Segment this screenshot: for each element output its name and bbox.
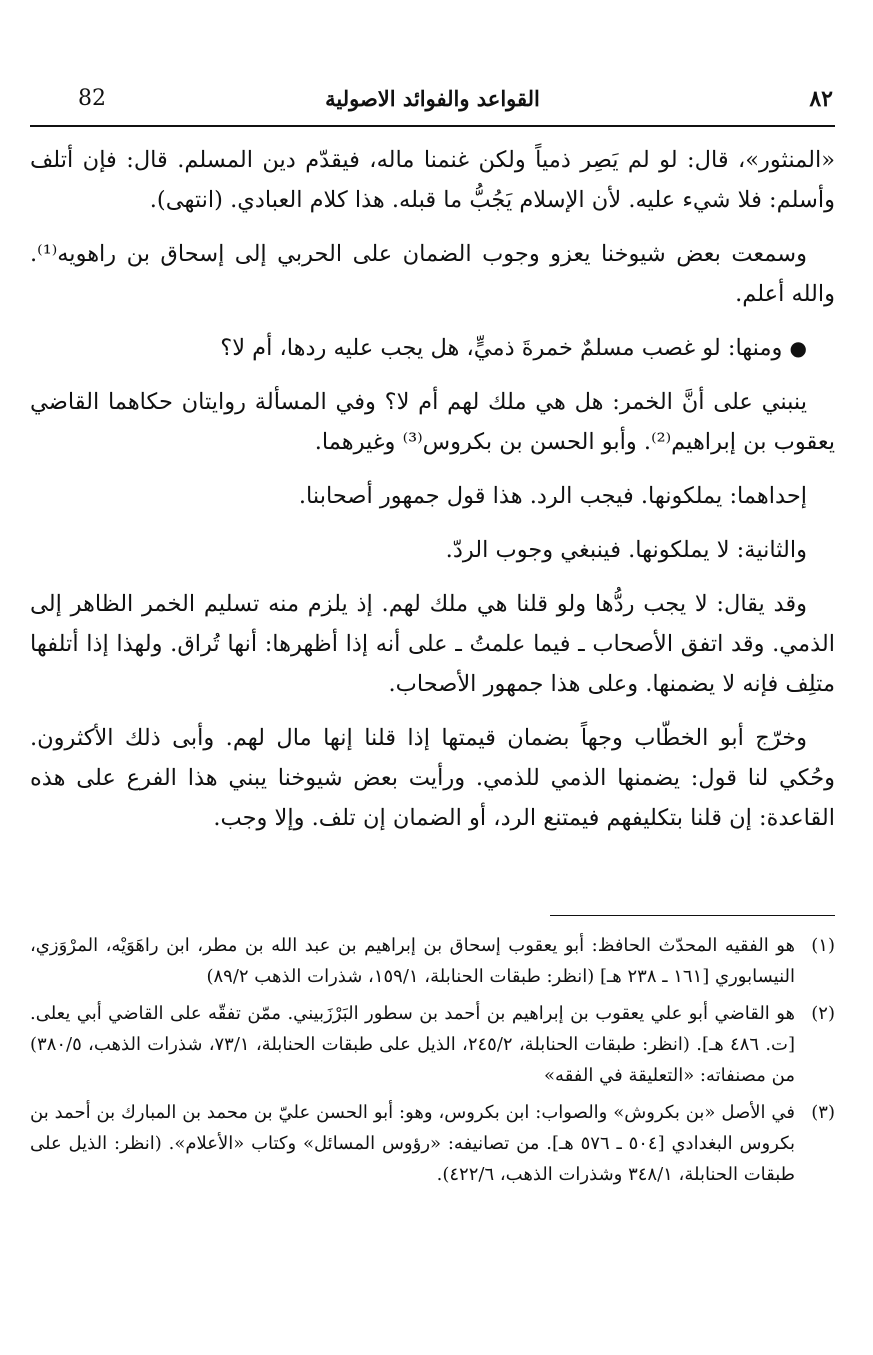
header-rule	[30, 125, 835, 127]
paragraph: وسمعت بعض شيوخنا يعزو وجوب الضمان على الحربي إلى إسحاق بن راهويه⁽¹⁾. والله أعلم.	[30, 241, 835, 307]
paragraph: وقد يقال: لا يجب ردُّها ولو قلنا هي ملك لهم. إذ يلزم منه تسليم الخمر الظاهر إلى الذمي. وقد اتفق الأصحاب ـ فيما علمتُ ـ على أنه إذا أظهرها: أنها تُراق. ولهذا إذا أتلفها متلِف فإنه لا يضمنها. وعلى هذا جمهور الأصحاب.	[30, 591, 835, 697]
page-number-latin: 82	[78, 86, 106, 111]
footnote	[30, 930, 835, 992]
paragraph: «المنثور»، قال: لو لم يَصِر ذمياً ولكن غنمنا ماله، فيقدّم دين المسلم. قال: فإن أتلف وأسلم: فلا شيء عليه. لأن الإسلام يَجُبُّ ما قبله. هذا كلام العبادي. (انتهى).	[30, 147, 835, 213]
footnote	[30, 998, 835, 1091]
bullet-icon: ●	[789, 336, 807, 360]
footnote	[30, 1097, 835, 1190]
page-header	[30, 82, 835, 122]
footnote-text: في الأصل «بن بكروش» والصواب: ابن بكروس، وهو: أبو الحسن عليّ بن محمد بن المبارك بن أحمد بن بكروس البغدادي [٥٠٤ ـ ٥٧٦ هـ]. من تصانيفه: «رؤوس المسائل» وكتاب «الأعلام». (انظر: الذيل على طبقات الحنابلة، ٣٤٨/١ وشذرات الذهب، ٤٢٢/٦).	[30, 1102, 796, 1185]
footnote-number: (٣)	[811, 1102, 835, 1123]
paragraph: ينبني على أنَّ الخمر: هل هي ملك لهم أم لا؟ وفي المسألة روايتان حكاهما القاضي يعقوب بن إبراهيم⁽²⁾. وأبو الحسن بن بكروس⁽³⁾ وغيرهما.	[30, 389, 835, 455]
main-text	[30, 140, 835, 852]
footnote-rule	[550, 915, 835, 916]
bullet-paragraph	[30, 328, 835, 368]
paragraph: إحداهما: يملكونها. فيجب الرد. هذا قول جمهور أصحابنا.	[298, 483, 807, 509]
page-number-arabic: ٨٢	[809, 86, 833, 112]
paragraph: والثانية: لا يملكونها. فينبغي وجوب الردّ.	[445, 537, 807, 563]
paragraph-text: ومنها: لو غصب مسلمٌ خمرةَ ذميٍّ، هل يجب عليه ردها، أم لا؟	[220, 335, 783, 361]
footnote-number: (١)	[811, 935, 835, 956]
footnote-text: هو الفقيه المحدّث الحافظ: أبو يعقوب إسحاق بن إبراهيم بن عبد الله بن مطر، ابن راهَوَيْه، المرْوَزي، النيسابوري [١٦١ ـ ٢٣٨ هـ] (انظر: طبقات الحنابلة، ١٥٩/١، شذرات الذهب ٨٩/٢)	[30, 935, 795, 987]
footnotes	[30, 930, 835, 1196]
paragraph: وخرّج أبو الخطّاب وجهاً بضمان قيمتها إذا قلنا إنها مال لهم. وأبى ذلك الأكثرون. وحُكي لنا قول: يضمنها الذمي للذمي. ورأيت بعض شيوخنا يبني هذا الفرع على هذه القاعدة: إن قلنا بتكليفهم فيمتنع الرد، أو الضمان إن تلف. وإلا وجب.	[30, 725, 835, 831]
running-title: القواعد والفوائد الاصولية	[325, 86, 540, 111]
footnote-text: هو القاضي أبو علي يعقوب بن إبراهيم بن أحمد بن سطور البَرْزَبيني. ممّن تفقّه على القاضي أبي يعلى. [ت. ٤٨٦ هـ]. (انظر: طبقات الحنابلة، ٢٤٥/٢، الذيل على طبقات الحنابلة، ٧٣/١، شذرات الذهب، ٣٨٠/٥) من مصنفاته: «التعليقة في الفقه»	[30, 1003, 796, 1086]
footnote-number: (٢)	[811, 1003, 835, 1024]
